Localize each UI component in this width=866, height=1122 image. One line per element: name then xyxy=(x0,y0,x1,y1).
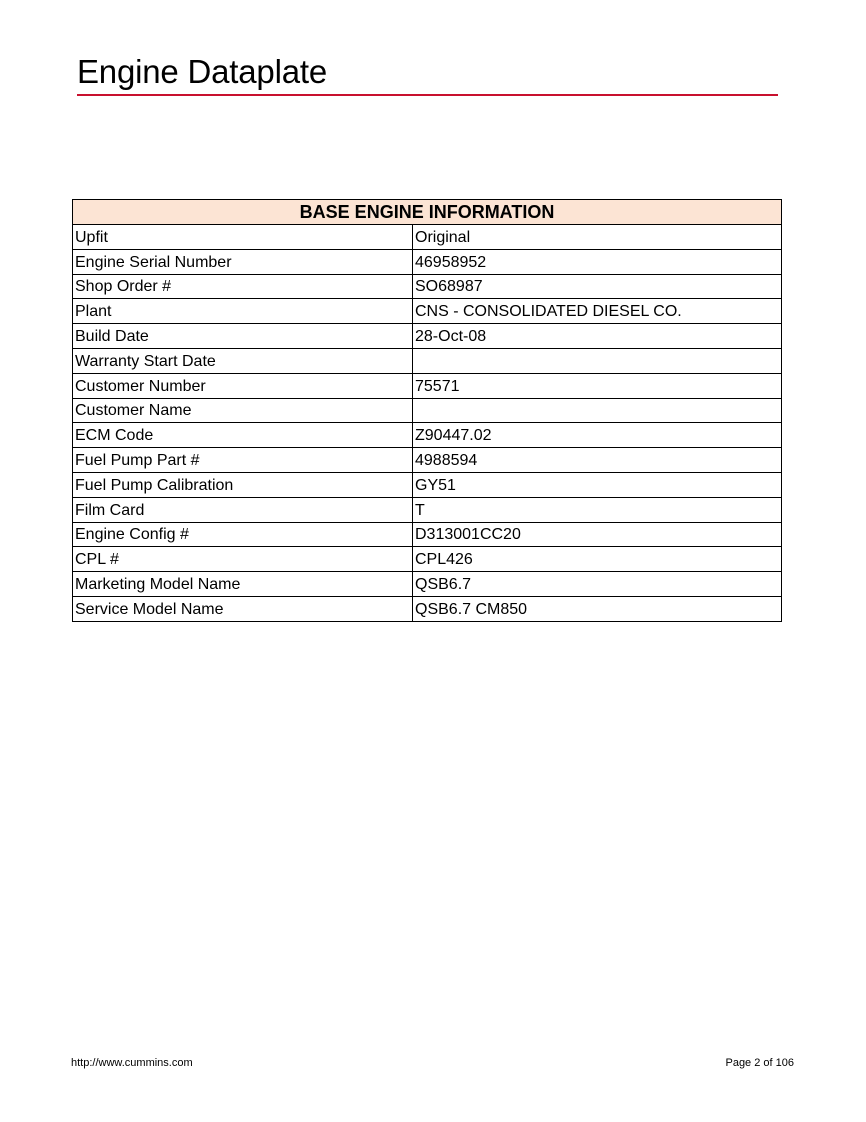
row-label: Shop Order # xyxy=(73,274,413,299)
row-value: SO68987 xyxy=(413,274,782,299)
row-value: D313001CC20 xyxy=(413,522,782,547)
row-label: Service Model Name xyxy=(73,596,413,621)
table-row xyxy=(73,274,782,299)
table-row xyxy=(73,572,782,597)
row-value: 75571 xyxy=(413,373,782,398)
row-value: 4988594 xyxy=(413,448,782,473)
row-value: T xyxy=(413,497,782,522)
base-engine-info-table xyxy=(72,199,782,622)
table-row xyxy=(73,547,782,572)
row-value: 46958952 xyxy=(413,249,782,274)
row-value: CPL426 xyxy=(413,547,782,572)
row-label: Customer Number xyxy=(73,373,413,398)
title-divider xyxy=(77,94,778,96)
table-row xyxy=(73,373,782,398)
row-value: 28-Oct-08 xyxy=(413,324,782,349)
row-value xyxy=(413,398,782,423)
row-value: Original xyxy=(413,225,782,250)
row-label: Film Card xyxy=(73,497,413,522)
row-label: Engine Config # xyxy=(73,522,413,547)
row-value: Z90447.02 xyxy=(413,423,782,448)
page-title: Engine Dataplate xyxy=(77,53,327,90)
row-label: Fuel Pump Part # xyxy=(73,448,413,473)
table-row xyxy=(73,448,782,473)
row-label: ECM Code xyxy=(73,423,413,448)
row-label: Build Date xyxy=(73,324,413,349)
page-number: Page 2 of 106 xyxy=(725,1057,794,1069)
row-value: QSB6.7 CM850 xyxy=(413,596,782,621)
table-row xyxy=(73,348,782,373)
row-label: Marketing Model Name xyxy=(73,572,413,597)
row-value: CNS - CONSOLIDATED DIESEL CO. xyxy=(413,299,782,324)
row-label: Plant xyxy=(73,299,413,324)
row-label: Upfit xyxy=(73,225,413,250)
table-header-row xyxy=(73,200,782,225)
row-label: Customer Name xyxy=(73,398,413,423)
row-label: CPL # xyxy=(73,547,413,572)
table-row xyxy=(73,472,782,497)
table-row xyxy=(73,324,782,349)
table-row xyxy=(73,398,782,423)
row-value: QSB6.7 xyxy=(413,572,782,597)
table-row xyxy=(73,522,782,547)
row-label: Warranty Start Date xyxy=(73,348,413,373)
table-row xyxy=(73,596,782,621)
table-row xyxy=(73,299,782,324)
row-label: Engine Serial Number xyxy=(73,249,413,274)
row-label: Fuel Pump Calibration xyxy=(73,472,413,497)
table-row xyxy=(73,249,782,274)
footer-url-link[interactable]: http://www.cummins.com xyxy=(71,1057,193,1069)
table-row xyxy=(73,423,782,448)
row-value xyxy=(413,348,782,373)
table-row xyxy=(73,497,782,522)
row-value: GY51 xyxy=(413,472,782,497)
table-header: BASE ENGINE INFORMATION xyxy=(73,200,782,225)
table-row xyxy=(73,225,782,250)
